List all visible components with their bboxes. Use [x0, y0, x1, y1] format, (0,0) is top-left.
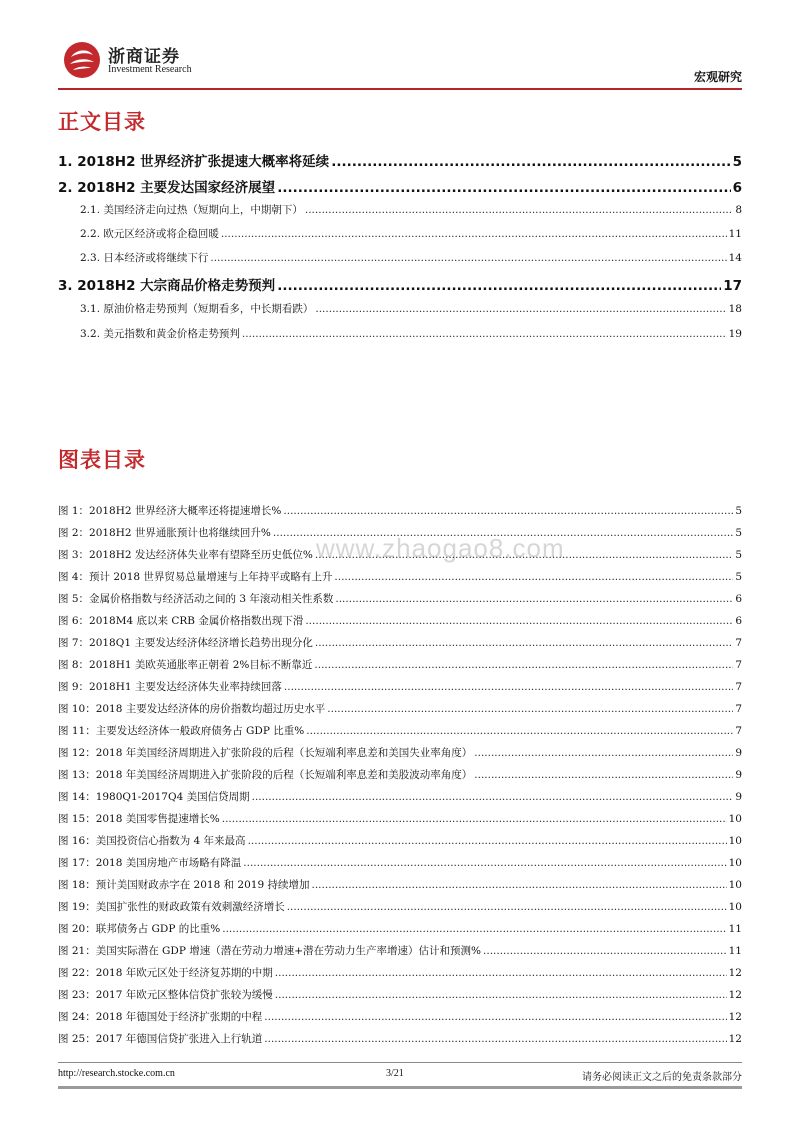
toc-entry[interactable] — [58, 274, 742, 294]
figure-entry-page: 9 — [735, 791, 742, 803]
toc-entry[interactable] — [58, 150, 742, 170]
figure-entry[interactable] — [58, 921, 742, 936]
figure-entry-label: 图 15：2018 美国零售提速增长% — [58, 813, 220, 825]
leader-dots — [277, 278, 721, 294]
figure-entry[interactable] — [58, 855, 742, 870]
leader-dots — [242, 328, 727, 340]
toc-title: 正文目录 — [58, 110, 146, 134]
figure-entry-page: 5 — [735, 571, 742, 583]
figure-entry-label: 图 21：美国实际潜在 GDP 增速（潜在劳动力增速+潜在劳动力生产率增速）估计和预测% — [58, 945, 482, 957]
figure-entry[interactable] — [58, 635, 742, 650]
leader-dots — [243, 857, 726, 869]
leader-dots — [327, 703, 733, 715]
figure-entry-label: 图 17：2018 美国房地产市场略有降温 — [58, 857, 242, 869]
figure-entry-page: 7 — [735, 681, 742, 693]
figure-entry-page: 10 — [728, 857, 742, 869]
page-header — [58, 38, 742, 84]
figure-entry-label: 图 12：2018 年美国经济周期进入扩张阶段的后程（长短端利率息差和美国失业率角度） — [58, 747, 473, 759]
leader-dots — [315, 303, 726, 315]
figure-entry-label: 图 18：预计美国财政赤字在 2018 和 2019 持续增加 — [58, 879, 310, 891]
figure-entry-page: 5 — [735, 549, 742, 561]
figure-entry-page: 7 — [735, 703, 742, 715]
toc-entry[interactable] — [58, 226, 742, 241]
toc-entry-page: 11 — [728, 228, 742, 240]
figure-entry-label: 图 14：1980Q1-2017Q4 美国信贷周期 — [58, 791, 250, 803]
watermark-text: www.zhaogao8.com — [316, 533, 565, 563]
leader-dots — [305, 615, 733, 627]
toc-entry-label: 3.2. 美元指数和黄金价格走势预判 — [80, 328, 240, 340]
leader-dots — [335, 593, 733, 605]
figure-entry[interactable] — [58, 833, 742, 848]
figure-entry-label: 图 19：美国扩张性的财政政策有效刺激经济增长 — [58, 901, 285, 913]
figure-entry-page: 9 — [735, 747, 742, 759]
figure-entry[interactable] — [58, 877, 742, 892]
figure-entry-label: 图 6：2018M4 底以来 CRB 金属价格指数出现下滑 — [58, 615, 304, 627]
toc-entry-label: 2.3. 日本经济或将继续下行 — [80, 252, 209, 264]
figure-entry-page: 6 — [735, 593, 742, 605]
figure-entry[interactable] — [58, 943, 742, 958]
figure-entry[interactable] — [58, 965, 742, 980]
figure-entry-label: 图 1：2018H2 世界经济大概率还将提速增长% — [58, 505, 282, 517]
leader-dots — [264, 1011, 726, 1023]
leader-dots — [314, 659, 733, 671]
leader-dots — [306, 725, 733, 737]
figure-entry-label: 图 11：主要发达经济体一般政府债务占 GDP 比重% — [58, 725, 305, 737]
figure-entry-label: 图 20：联邦债务占 GDP 的比重% — [58, 923, 221, 935]
figure-entry-page: 10 — [728, 901, 742, 913]
leader-dots — [252, 791, 734, 803]
figure-entry-page: 7 — [735, 659, 742, 671]
footer-bar — [58, 1086, 742, 1089]
leader-dots — [474, 769, 733, 781]
figure-entry[interactable] — [58, 789, 742, 804]
leader-dots — [287, 901, 727, 913]
figure-entry-label: 图 5：金属价格指数与经济活动之间的 3 年滚动相关性系数 — [58, 593, 334, 605]
figure-entry[interactable] — [58, 701, 742, 716]
toc-entry[interactable] — [58, 202, 742, 217]
toc-entry-label: 3.1. 原油价格走势预判（短期看多，中长期看跌） — [80, 303, 314, 315]
toc-entry-label: 3. 2018H2 大宗商品价格走势预判 — [58, 278, 276, 294]
leader-dots — [275, 967, 727, 979]
figure-entry[interactable] — [58, 811, 742, 826]
figure-entry-page: 10 — [728, 813, 742, 825]
figure-entry[interactable] — [58, 591, 742, 606]
leader-dots — [210, 252, 726, 264]
leader-dots — [483, 945, 727, 957]
figure-entry[interactable] — [58, 503, 742, 518]
figure-entry-label: 图 24：2018 年德国处于经济扩张期的中程 — [58, 1011, 263, 1023]
toc-entry-page: 19 — [728, 328, 742, 340]
toc-entry-page: 14 — [728, 252, 742, 264]
figure-entry[interactable] — [58, 1009, 742, 1024]
leader-dots — [283, 505, 733, 517]
toc-entry-page: 8 — [735, 204, 742, 216]
leader-dots — [474, 747, 733, 759]
leader-dots — [222, 923, 726, 935]
figure-entry-page: 5 — [735, 505, 742, 517]
report-category: 宏观研究 — [693, 70, 742, 84]
figure-entry-page: 12 — [728, 1011, 742, 1023]
figure-entry-label: 图 2：2018H2 世界通胀预计也将继续回升% — [58, 527, 271, 539]
toc-entry-label: 2. 2018H2 主要发达国家经济展望 — [58, 180, 276, 196]
figure-entry[interactable] — [58, 745, 742, 760]
figures-title: 图表目录 — [58, 448, 146, 472]
toc-entry-page: 6 — [732, 180, 742, 196]
leader-dots — [248, 835, 727, 847]
toc-entry-label: 2.1. 美国经济走向过热（短期向上，中期朝下） — [80, 204, 303, 216]
brand-logo-icon — [62, 40, 102, 80]
toc-entry[interactable] — [58, 176, 742, 196]
figure-entry-label: 图 23：2017 年欧元区整体信贷扩张较为缓慢 — [58, 989, 273, 1001]
leader-dots — [284, 681, 733, 693]
figure-entry-page: 10 — [728, 879, 742, 891]
toc-entry[interactable] — [58, 301, 742, 316]
figure-entry-label: 图 10：2018 主要发达经济体的房价指数均超过历史水平 — [58, 703, 326, 715]
figure-entry[interactable] — [58, 569, 742, 584]
figure-entry-page: 11 — [728, 923, 742, 935]
figure-entry-page: 12 — [728, 989, 742, 1001]
toc-entry[interactable] — [58, 250, 742, 265]
toc-entry-label: 1. 2018H2 世界经济扩张提速大概率将延续 — [58, 154, 330, 170]
toc-entry[interactable] — [58, 326, 742, 341]
figure-entry-page: 7 — [735, 637, 742, 649]
leader-dots — [277, 180, 730, 196]
brand-subtitle: Investment Research — [108, 64, 192, 75]
figure-entry-page: 12 — [728, 967, 742, 979]
figure-entry[interactable] — [58, 899, 742, 914]
figure-entry-label: 图 3：2018H2 发达经济体失业率有望降至历史低位% — [58, 549, 313, 561]
leader-dots — [273, 527, 733, 539]
toc-entry-label: 2.2. 欧元区经济或将企稳回暖 — [80, 228, 219, 240]
figure-entry-label: 图 13：2018 年美国经济周期进入扩张阶段的后程（长短端利率息差和美股波动率角度） — [58, 769, 473, 781]
leader-dots — [315, 637, 733, 649]
figure-entry-page: 10 — [728, 835, 742, 847]
figure-entry-page: 5 — [735, 527, 742, 539]
figure-entry[interactable] — [58, 1031, 742, 1046]
figure-entry[interactable] — [58, 525, 742, 540]
page-number: 3/21 — [386, 1068, 404, 1079]
brand-name: 浙商证券 — [108, 47, 180, 67]
toc-entry-page: 18 — [728, 303, 742, 315]
leader-dots — [275, 989, 727, 1001]
figure-entry[interactable] — [58, 987, 742, 1002]
leader-dots — [264, 1033, 726, 1045]
footer-disclaimer: 请务必阅读正文之后的免责条款部分 — [582, 1072, 742, 1083]
figure-entry[interactable] — [58, 767, 742, 782]
leader-dots — [222, 813, 727, 825]
figure-entry-page: 6 — [735, 615, 742, 627]
figure-entry[interactable] — [58, 613, 742, 628]
figure-entry-label: 图 16：美国投资信心指数为 4 年来最高 — [58, 835, 246, 847]
leader-dots — [334, 571, 733, 583]
figure-entry-label: 图 9：2018H1 主要发达经济体失业率持续回落 — [58, 681, 282, 693]
leader-dots — [305, 204, 733, 216]
figure-entry[interactable] — [58, 679, 742, 694]
figure-entry[interactable] — [58, 657, 742, 672]
figure-entry[interactable] — [58, 547, 742, 562]
footer-divider — [58, 1062, 742, 1063]
figure-entry-label: 图 25：2017 年德国信贷扩张进入上行轨道 — [58, 1033, 263, 1045]
figure-entry-label: 图 22：2018 年欧元区处于经济复苏期的中期 — [58, 967, 273, 979]
figure-entry-label: 图 7：2018Q1 主要发达经济体经济增长趋势出现分化 — [58, 637, 313, 649]
figure-entry-label: 图 4：预计 2018 世界贸易总量增速与上年持平或略有上升 — [58, 571, 333, 583]
figure-entry-page: 7 — [735, 725, 742, 737]
figure-entry-page: 12 — [728, 1033, 742, 1045]
leader-dots — [315, 549, 733, 561]
leader-dots — [312, 879, 727, 891]
leader-dots — [331, 154, 730, 170]
leader-dots — [221, 228, 727, 240]
figure-entry-label: 图 8：2018H1 美欧英通胀率正朝着 2%目标不断靠近 — [58, 659, 313, 671]
header-divider — [58, 88, 742, 90]
toc-entry-page: 17 — [723, 278, 742, 294]
footer-url[interactable]: http://research.stocke.com.cn — [58, 1068, 175, 1079]
figure-entry-page: 11 — [728, 945, 742, 957]
toc-entry-page: 5 — [732, 154, 742, 170]
figure-entry-page: 9 — [735, 769, 742, 781]
figure-entry[interactable] — [58, 723, 742, 738]
